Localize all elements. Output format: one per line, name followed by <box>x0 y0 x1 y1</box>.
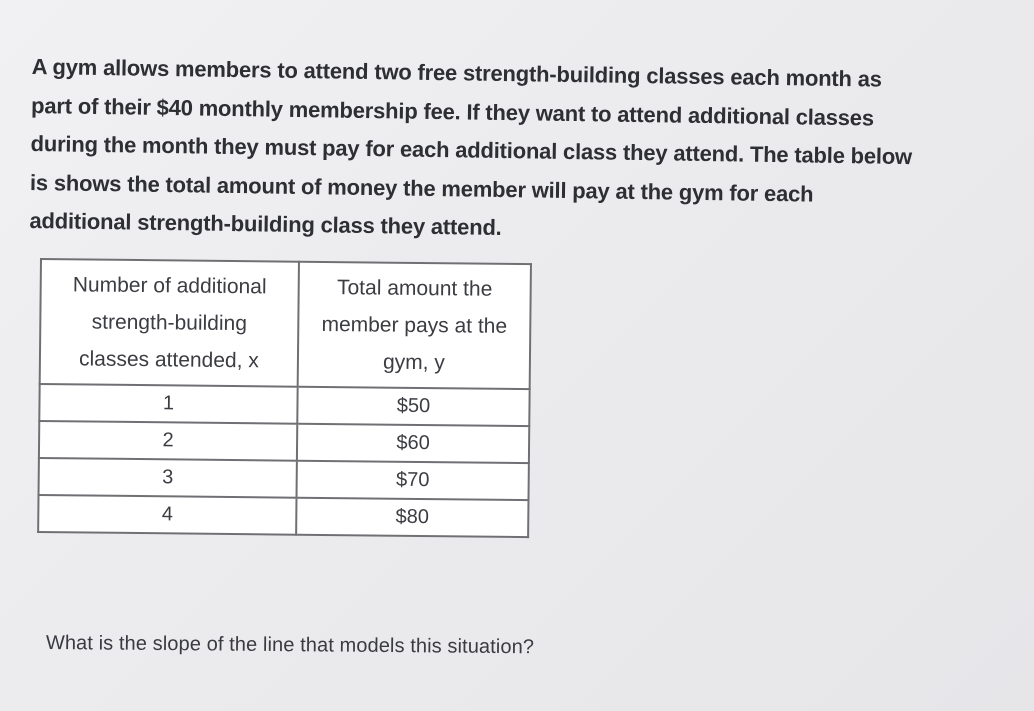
classes-cell: 3 <box>39 458 297 498</box>
header-line: Total amount the <box>336 276 493 301</box>
problem-line: A gym allows members to attend two free strength-building classes each month as <box>31 53 882 92</box>
header-line: classes attended, x <box>78 347 259 373</box>
amount-cell: $80 <box>296 498 528 537</box>
classes-cost-table <box>37 258 532 538</box>
problem-line: part of their $40 monthly membership fee. If they want to attend additional classes <box>30 92 875 130</box>
table-row <box>38 495 528 537</box>
header-line: member pays at the <box>321 312 508 338</box>
classes-cell: 2 <box>39 421 297 461</box>
problem-statement <box>29 48 1017 255</box>
problem-line: during the month they must pay for each additional class they attend. The table below <box>30 130 913 170</box>
amount-cell: $70 <box>297 461 529 500</box>
header-line: Number of additional <box>72 273 267 299</box>
problem-line: is shows the total amount of money the member will pay at the gym for each <box>29 169 814 207</box>
amount-cell: $60 <box>297 424 529 463</box>
classes-cell: 4 <box>38 495 296 535</box>
header-line: strength-building <box>91 310 248 336</box>
table-row <box>39 458 529 500</box>
amount-cell: $50 <box>297 387 529 426</box>
table-row <box>39 421 529 463</box>
header-classes-attended <box>40 259 299 387</box>
table-row <box>39 384 529 426</box>
classes-cell: 1 <box>39 384 297 424</box>
header-total-amount <box>298 262 531 389</box>
header-line: gym, y <box>382 350 445 375</box>
table-header-row <box>40 259 531 389</box>
question-text: What is the slope of the line that models this situation? <box>45 632 535 659</box>
problem-line: additional strength-building class they attend. <box>29 207 502 240</box>
